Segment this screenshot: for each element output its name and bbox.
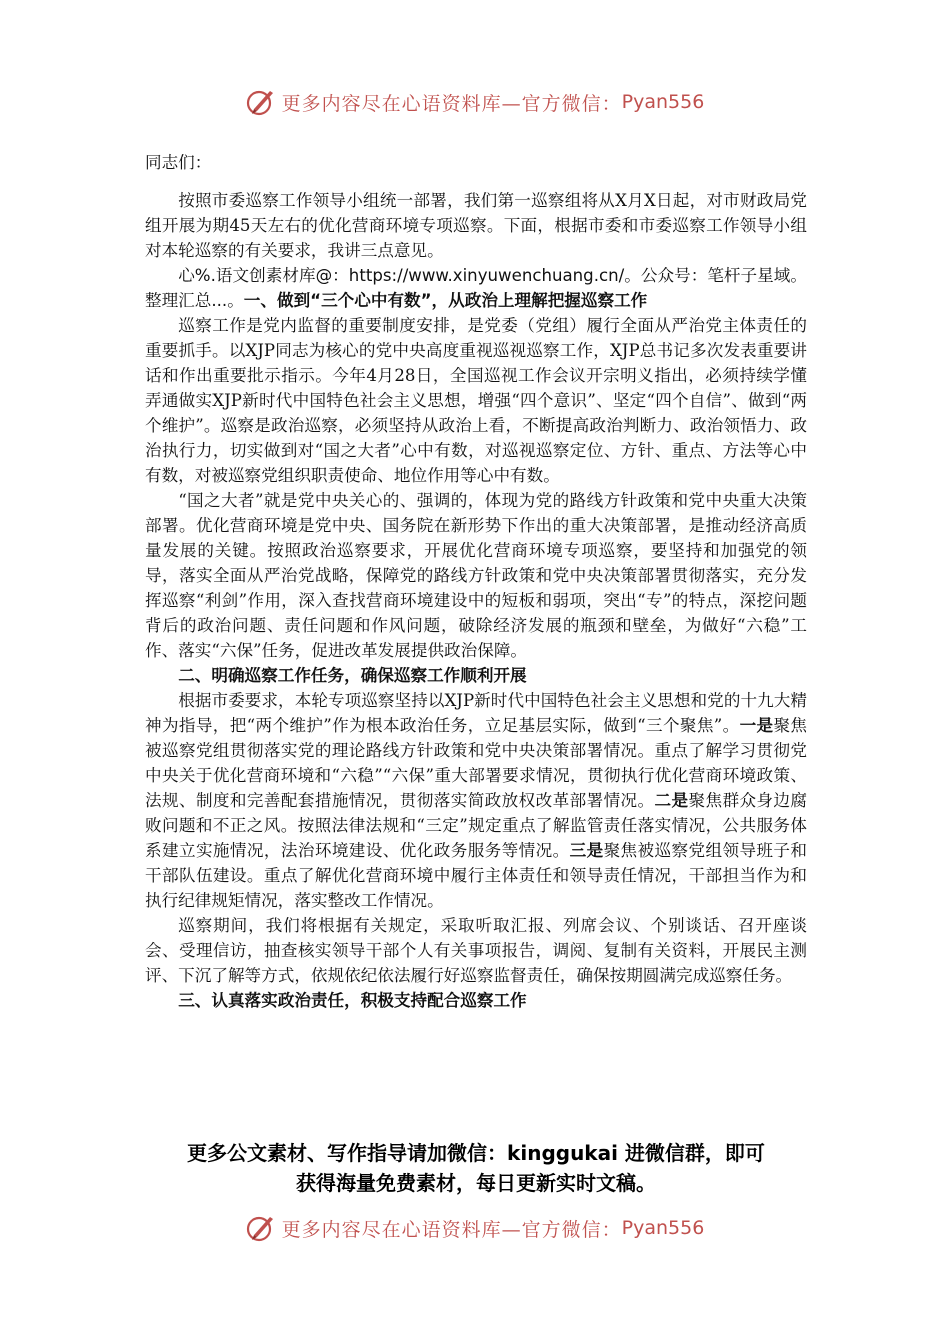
- para-text: 聚焦群众身边腐败问题和不正之风。按照法律法规和“三定”规定重点了解监管责任落实情况，公共服务体系建立实施情况，法治环境建设、优化政务服务等情况。: [145, 791, 807, 860]
- section-heading-1: 一、做到“三个心中有数”，从政治上理解把握巡察工作: [243, 291, 648, 310]
- footer-banner: [0, 1208, 950, 1248]
- keyword-third: 三是: [569, 840, 604, 860]
- paragraph-section-1a: 巡察工作是党内监督的重要制度安排，是党委（党组）履行全面从严治党主体责任的重要抓手。以XJP同志为核心的党中央高度重视巡视巡察工作，XJP总书记多次发表重要讲话和作出重要批示指示。今年4月28日，全国巡视工作会议开宗明义指出，必须持续学懂弄通做实XJP新时代中国特色社会主义思想，增强“四个意识”、坚定“四个自信”、做到“两个维护”。巡察是政治巡察，必须坚持从政治上看，不断提高政治判断力、政治领悟力、政治执行力，切实做到对“国之大者”心中有数，对巡视巡察定位、方针、重点、方法等心中有数，对被巡察党组织职责使命、地位作用等心中有数。: [145, 316, 807, 485]
- para-text: 根据市委要求，本轮专项巡察坚持以XJP新时代中国特色社会主义思想和党的十九大精神为指导，把“两个维护”作为根本政治任务，立足基层实际，做到“三个聚焦”。: [145, 691, 807, 735]
- header-banner: [0, 82, 950, 122]
- banner-text: 更多内容尽在心语资料库—官方微信：: [281, 92, 622, 115]
- keyword-first: 一是: [739, 715, 774, 735]
- pen-logo-icon: [246, 87, 276, 117]
- greeting: 同志们：: [145, 153, 212, 172]
- banner-wechat-id: Pyan556: [621, 1217, 705, 1239]
- section-heading-2: 二、明确巡察工作任务，确保巡察工作顺利开展: [178, 665, 527, 685]
- para-text: 聚焦被巡察党组贯彻落实党的理论路线方针政策和党中央决策部署情况。重点了解学习贯彻党中央关于优化营商环境和“六稳”“六保”重大部署要求情况，贯彻执行优化营商环境政策、法规、制度和完善配套措施情况，贯彻落实简政放权改革部署情况。: [145, 716, 808, 810]
- promo-line-1: 更多公文素材、写作指导请加微信：kinggukai 进微信群，即可: [187, 1141, 765, 1165]
- paragraph-section-2a: [145, 688, 807, 913]
- pen-logo-icon: [246, 1213, 276, 1243]
- para-text: 聚焦被巡察党组领导班子和干部队伍建设。重点了解优化营商环境中履行主体责任和领导责任情况，干部担当作为和执行纪律规矩情况，落实整改工作情况。: [145, 841, 807, 910]
- paragraph-intro: 按照市委巡察工作领导小组统一部署，我们第一巡察组将从X月X日起，对市财政局党组开展为期45天左右的优化营商环境专项巡察。下面，根据市委和市委巡察工作领导小组对本轮巡察的有关要求，我讲三点意见。: [145, 191, 807, 260]
- document-body: [145, 150, 807, 1013]
- promo-notice: [145, 1138, 807, 1198]
- banner-wechat-id: Pyan556: [621, 91, 705, 113]
- promo-line-2: 获得海量免费素材，每日更新实时文稿。: [296, 1171, 656, 1195]
- banner-text: 更多内容尽在心语资料库—官方微信：: [281, 1218, 622, 1241]
- source-note: 心%.语文创素材库@：https://www.xinyuwenchuang.cn/。公众号：笔杆子星域。整理汇总...。: [145, 266, 807, 310]
- section-heading-3: 三、认真落实政治责任，积极支持配合巡察工作: [178, 990, 527, 1010]
- paragraph-section-1b: “国之大者”就是党中央关心的、强调的，体现为党的路线方针政策和党中央重大决策部署。优化营商环境是党中央、国务院在新形势下作出的重大决策部署，是推动经济高质量发展的关键。按照政治巡察要求，开展优化营商环境专项巡察，要坚持和加强党的领导，落实全面从严治党战略，保障党的路线方针政策和党中央决策部署贯彻落实，充分发挥巡察“利剑”作用，深入查找营商环境建设中的短板和弱项，突出“专”的特点，深挖问题背后的政治问题、责任问题和作风问题，破除经济发展的瓶颈和壁垒，为做好“六稳”工作、落实“六保”任务，促进改革发展提供政治保障。: [145, 491, 807, 660]
- paragraph-section-2b: 巡察期间，我们将根据有关规定，采取听取汇报、列席会议、个别谈话、召开座谈会、受理信访，抽查核实领导干部个人有关事项报告，调阅、复制有关资料，开展民主测评、下沉了解等方式，依规依纪依法履行好巡察监督责任，确保按期圆满完成巡察任务。: [145, 916, 807, 985]
- paragraph-source-and-heading-1: [145, 263, 807, 313]
- keyword-second: 二是: [654, 790, 689, 810]
